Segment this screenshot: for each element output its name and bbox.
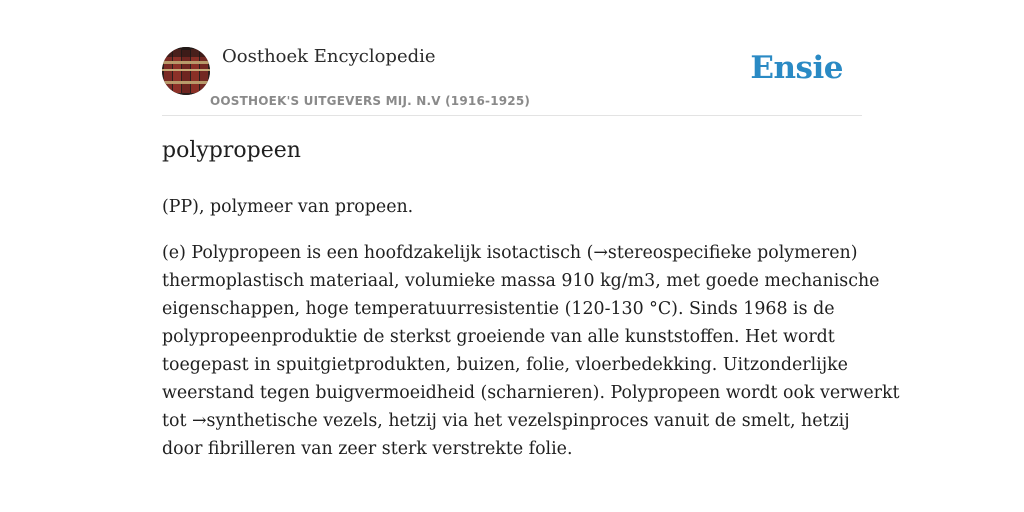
source-title[interactable]: Oosthoek Encyclopedie [222, 46, 436, 67]
page-title: polypropeen [162, 138, 301, 163]
brand-logo-link[interactable]: Ensie [750, 50, 843, 86]
body-line: tot →synthetische vezels, hetzij via het vezelspinproces vanuit de smelt, hetzij [162, 411, 850, 431]
source-header [162, 0, 862, 116]
encyclopedia-books-icon[interactable] [162, 47, 210, 95]
body-line: thermoplastisch materiaal, volumieke massa 910 kg/m3, met goede mechanische [162, 271, 880, 291]
body-line: weerstand tegen buigvermoeidheid (scharnieren). Polypropeen wordt ook verwerkt [162, 383, 900, 403]
source-subtitle: OOSTHOEK'S UITGEVERS MIJ. N.V (1916-1925) [210, 94, 531, 108]
body-line: toegepast in spuitgietprodukten, buizen, folie, vloerbedekking. Uitzonderlijke [162, 355, 848, 375]
entry-page [162, 0, 900, 459]
entry-lead: (PP), polymeer van propeen. [162, 197, 414, 217]
entry-body [162, 239, 900, 463]
body-line: polypropeenproduktie de sterkst groeiende van alle kunststoffen. Het wordt [162, 327, 835, 347]
body-line: (e) Polypropeen is een hoofdzakelijk isotactisch (→stereospecifieke polymeren) [162, 243, 858, 263]
body-line: eigenschappen, hoge temperatuurresistentie (120-130 °C). Sinds 1968 is de [162, 299, 835, 319]
body-line: door fibrilleren van zeer sterk verstrekte folie. [162, 439, 573, 459]
